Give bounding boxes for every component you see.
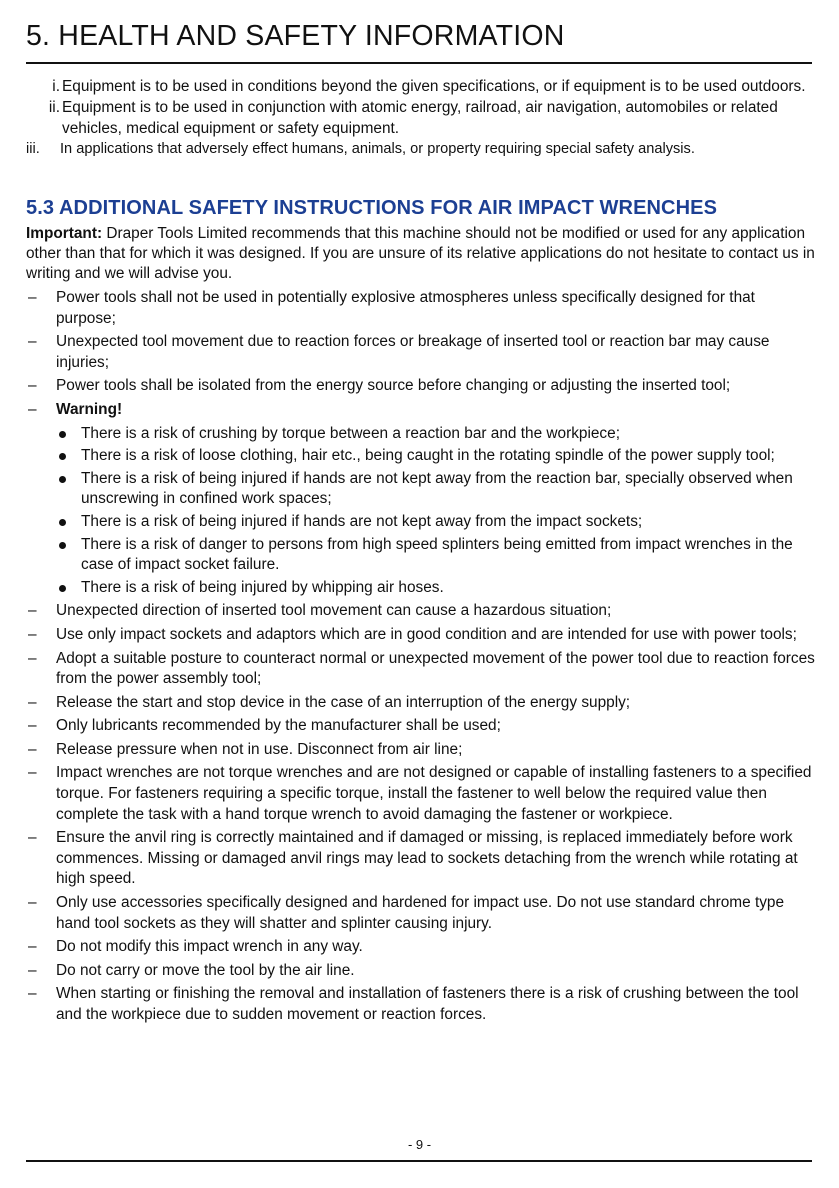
- list-item: [26, 937, 818, 958]
- dash-marker: –: [28, 764, 37, 782]
- section-heading: 5.3 ADDITIONAL SAFETY INSTRUCTIONS FOR AIR IMPACT WRENCHES: [26, 197, 718, 219]
- list-item: [26, 716, 818, 737]
- list-item: [26, 601, 818, 622]
- dash-marker: –: [28, 625, 37, 643]
- list-item: [26, 893, 818, 934]
- condition-number: ii.: [48, 99, 60, 116]
- dash-marker: –: [28, 377, 37, 395]
- bullet-icon: [59, 476, 66, 483]
- condition-text: In applications that adversely effect humans, animals, or property requiring special safety analysis.: [60, 141, 695, 157]
- list-item: [26, 961, 818, 982]
- dash-marker: –: [28, 829, 37, 847]
- condition-number: iii.: [26, 141, 40, 157]
- list-item-text: Power tools shall not be used in potentially explosive atmospheres unless specifically designed for that purpose;: [56, 289, 755, 327]
- dash-marker: –: [28, 894, 37, 912]
- bullet-icon: [59, 519, 66, 526]
- list-item: [26, 693, 818, 714]
- bullet-item: [56, 424, 818, 445]
- important-label: Important:: [26, 225, 103, 242]
- warning-label: Warning!: [56, 400, 123, 418]
- dash-marker: –: [28, 961, 37, 979]
- condition-number: i.: [52, 78, 60, 95]
- dash-marker: –: [28, 400, 37, 418]
- page-number: - 9 -: [407, 1137, 432, 1152]
- bullet-icon: [59, 585, 66, 592]
- dash-marker: –: [28, 602, 37, 620]
- condition-item: [26, 76, 816, 97]
- dash-marker: –: [28, 938, 37, 956]
- list-item: [26, 649, 818, 690]
- list-item: [26, 740, 818, 761]
- list-item: [26, 376, 818, 397]
- bullet-item: [56, 446, 818, 467]
- bullet-text: There is a risk of being injured if hands are not kept away from the impact sockets;: [81, 512, 643, 530]
- list-item-text: Power tools shall be isolated from the energy source before changing or adjusting the inserted tool;: [56, 377, 731, 395]
- list-item-text: When starting or finishing the removal and installation of fasteners there is a risk of crushing between the tool and the workpiece due to sudden movement or reaction forces.: [56, 985, 799, 1023]
- condition-item: [26, 139, 816, 160]
- condition-text: Equipment is to be used in conditions beyond the given specifications, or if equipment is to be used outdoors.: [62, 78, 806, 95]
- list-item-text: Use only impact sockets and adaptors which are in good condition and are intended for use with power tools;: [56, 625, 797, 643]
- list-item-text: Only lubricants recommended by the manufacturer shall be used;: [56, 717, 501, 735]
- title-divider: [26, 62, 812, 64]
- bullet-icon: [59, 453, 66, 460]
- intro-paragraph: [26, 224, 818, 284]
- list-item-text: Release the start and stop device in the case of an interruption of the energy supply;: [56, 693, 631, 711]
- bullet-item: [56, 512, 818, 533]
- bullet-text: There is a risk of crushing by torque between a reaction bar and the workpiece;: [81, 424, 620, 442]
- list-item: [26, 763, 818, 825]
- list-item: [26, 288, 818, 329]
- bullet-item: [56, 469, 818, 510]
- bullet-icon: [59, 431, 66, 438]
- condition-item: [26, 97, 816, 139]
- bullet-icon: [59, 542, 66, 549]
- bullet-text: There is a risk of being injured if hands are not kept away from the reaction bar, specially observed when unscrewing in confined work spaces;: [81, 469, 793, 508]
- dash-marker: –: [28, 693, 37, 711]
- dash-marker: –: [28, 289, 37, 306]
- dash-marker: –: [28, 333, 37, 351]
- dash-marker: –: [28, 985, 37, 1003]
- instructions-list: [26, 288, 818, 1029]
- dash-marker: –: [28, 717, 37, 735]
- condition-text: Equipment is to be used in conjunction with atomic energy, railroad, air navigation, automobiles or related vehicles, medical equipment or safety equipment.: [62, 99, 778, 137]
- bullet-item: [56, 578, 818, 599]
- dash-marker: –: [28, 740, 37, 758]
- page-title: 5. HEALTH AND SAFETY INFORMATION: [26, 20, 565, 52]
- dash-marker: –: [28, 649, 37, 667]
- list-item-text: Only use accessories specifically designed and hardened for impact use. Do not use standard chrome type hand tool sockets as they will shatter and splinter causing injury.: [56, 894, 785, 932]
- bullet-text: There is a risk of loose clothing, hair etc., being caught in the rotating spindle of the power supply tool;: [81, 447, 775, 465]
- warning-item: [26, 400, 818, 598]
- list-item: [26, 828, 818, 890]
- bullet-text: There is a risk of danger to persons from high speed splinters being emitted from impact wrenches in the case of impact socket failure.: [81, 535, 793, 574]
- list-item-text: Unexpected tool movement due to reaction forces or breakage of inserted tool or reaction bar may cause injuries;: [56, 333, 770, 371]
- list-item: [26, 625, 818, 646]
- list-item-text: Ensure the anvil ring is correctly maintained and if damaged or missing, is replaced immediately before work commences. Missing or damaged anvil rings may lead to sockets detaching from the wrench while rotating at high speed.: [56, 829, 798, 888]
- intro-text: Draper Tools Limited recommends that this machine should not be modified or used for any application other than that for which it was designed. If you are unsure of its relative applications do not hesitate to contact us in writing and we will advise you.: [26, 225, 815, 282]
- list-item-text: Impact wrenches are not torque wrenches and are not designed or capable of installing fasteners to a specified torque. For fasteners requiring a specific torque, install the fastener to well below the required value then complete the task with a hand torque wrench to avoid damaging the fastener or workpiece.: [56, 764, 812, 823]
- footer-divider: [26, 1160, 812, 1162]
- list-item: [26, 332, 818, 373]
- list-item-text: Do not modify this impact wrench in any way.: [56, 938, 363, 956]
- list-item-text: Unexpected direction of inserted tool movement can cause a hazardous situation;: [56, 602, 612, 620]
- bullet-text: There is a risk of being injured by whipping air hoses.: [81, 578, 444, 596]
- list-item-text: Release pressure when not in use. Disconnect from air line;: [56, 740, 463, 758]
- warning-bullets: [56, 424, 818, 599]
- conditions-list: [26, 76, 816, 160]
- list-item-text: Adopt a suitable posture to counteract normal or unexpected movement of the power tool due to reaction forces from the power assembly tool;: [56, 649, 815, 688]
- bullet-item: [56, 535, 818, 576]
- list-item-text: Do not carry or move the tool by the air line.: [56, 961, 355, 979]
- list-item: [26, 984, 818, 1025]
